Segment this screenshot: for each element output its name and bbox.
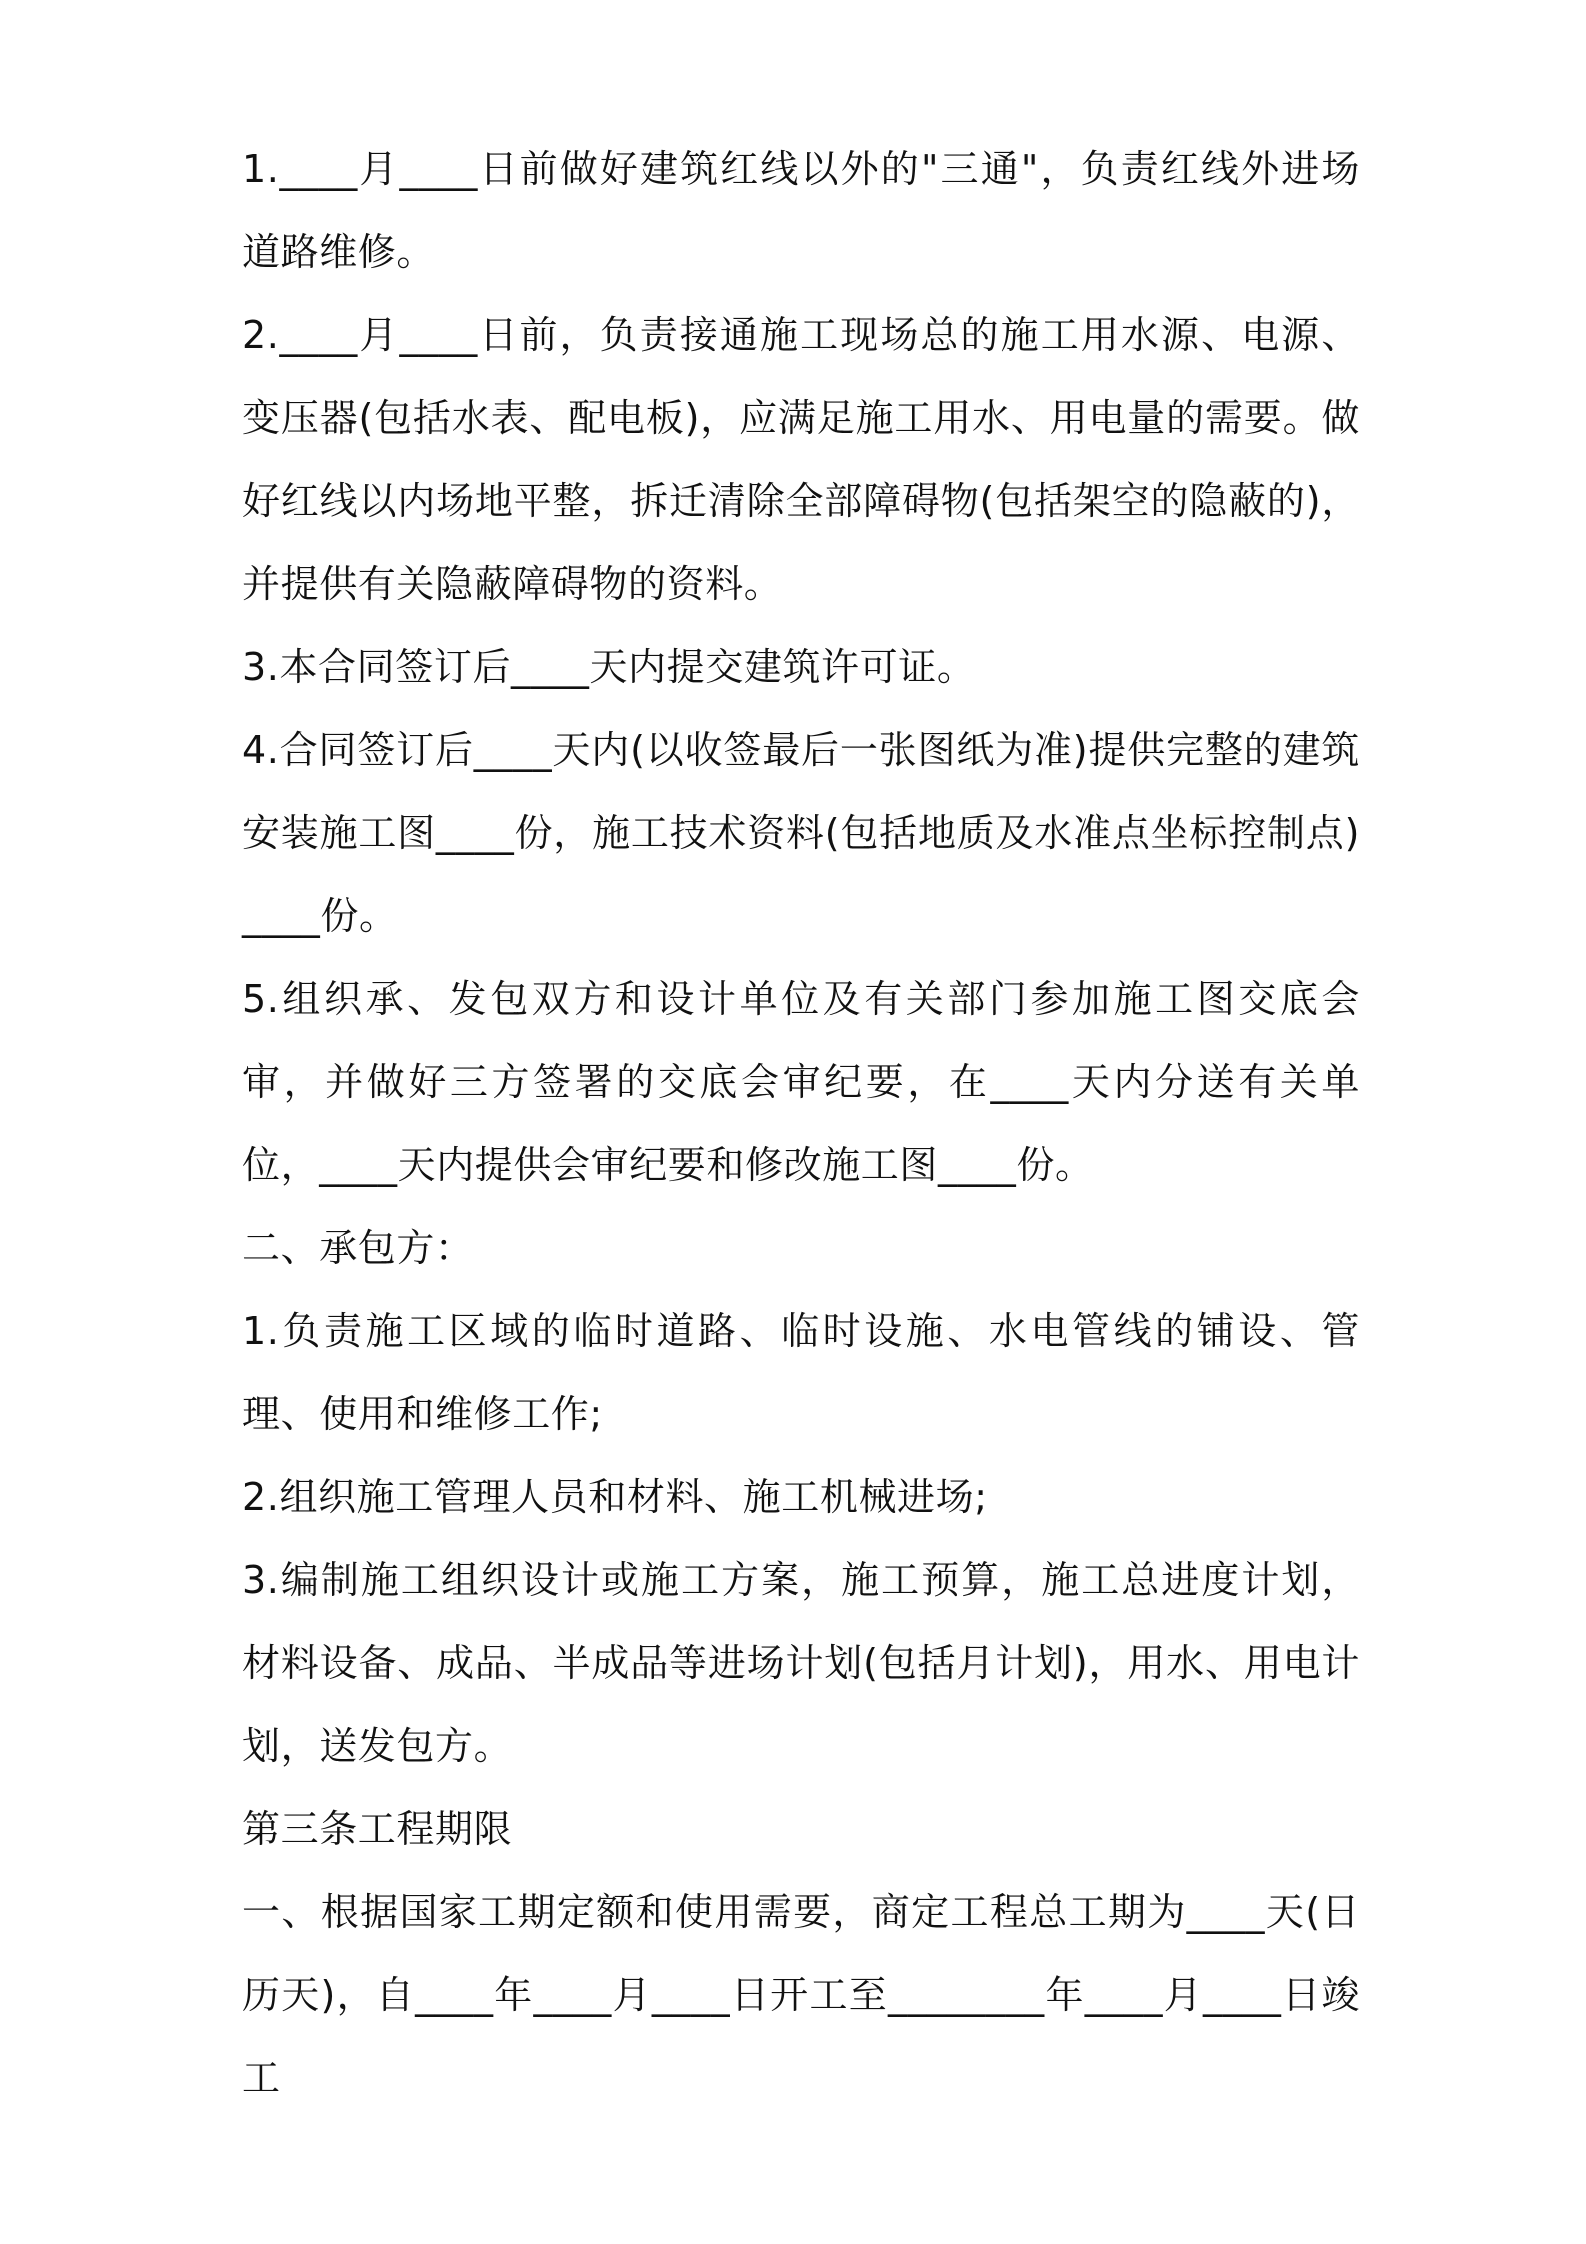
clause-item-1-three-connections: 1.____月____日前做好建筑红线以外的"三通"，负责红线外进场道路维修。 xyxy=(242,147,1360,274)
contractor-item-3-construction-plan: 3.编制施工组织设计或施工方案，施工预算，施工总进度计划，材料设备、成品、半成品等进场计划(包括月计划)，用水、用电计划，送发包方。 xyxy=(242,1558,1360,1768)
section-heading-contractor: 二、承包方： xyxy=(242,1226,474,1270)
clause-item-5-design-review: 5.组织承、发包双方和设计单位及有关部门参加施工图交底会审，并做好三方签署的交底会审纪要，在____天内分送有关单位，____天内提供会审纪要和修改施工图____份。 xyxy=(242,977,1360,1187)
contractor-item-1-temporary-facilities: 1.负责施工区域的临时道路、临时设施、水电管线的铺设、管理、使用和维修工作; xyxy=(242,1309,1360,1436)
contractor-item-2-mobilization: 2.组织施工管理人员和材料、施工机械进场; xyxy=(242,1475,988,1519)
clause-item-3-building-permit: 3.本合同签订后____天内提交建筑许可证。 xyxy=(242,645,976,689)
duration-clause-1: 一、根据国家工期定额和使用需要，商定工程总工期为____天(日历天)，自____年____月____日开工至________年____月____日竣工 xyxy=(242,1890,1360,2100)
clause-item-4-drawings: 4.合同签订后____天内(以收签最后一张图纸为准)提供完整的建筑安装施工图____份，施工技术资料(包括地质及水准点坐标控制点)____份。 xyxy=(242,728,1360,938)
clause-item-2-utilities: 2.____月____日前，负责接通施工现场总的施工用水源、电源、变压器(包括水表、配电板)，应满足施工用水、用电量的需要。做好红线以内场地平整，拆迁清除全部障碍物(包括架空的隐蔽的)，并提供有关隐蔽障碍物的资料。 xyxy=(242,313,1360,606)
document-body xyxy=(242,128,1360,2120)
article-heading-project-duration: 第三条工程期限 xyxy=(242,1807,513,1851)
